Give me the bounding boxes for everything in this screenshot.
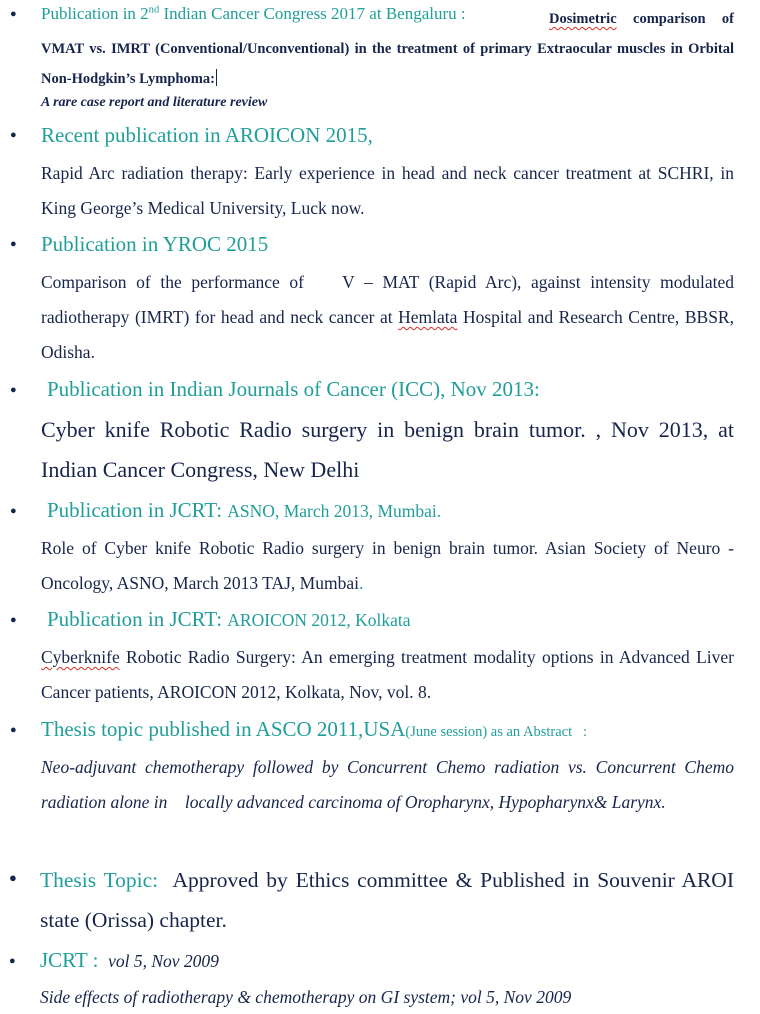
item-8-body-text: Approved by Ethics committee & Published in Souvenir AROI state (Orissa) chapter. xyxy=(40,868,740,932)
spellcheck-word-dosimetric: Dosimetric xyxy=(549,11,617,27)
text-cursor xyxy=(216,69,217,86)
item-5-body-dot: . xyxy=(358,573,364,593)
heading-9-detail: vol 5, Nov 2009 xyxy=(103,951,219,971)
item-6-body xyxy=(41,640,734,710)
item-3-body-pre: Comparison of the performance of V – MAT (Rapid Arc), against intensity modulated radiotherapy (IMRT) for head and neck cancer at xyxy=(41,272,739,327)
item-4-body: Cyber knife Robotic Radio surgery in benign brain tumor. , Nov 2013, at Indian Cancer Congress, New Delhi xyxy=(41,417,734,482)
item-2-body: Rapid Arc radiation therapy: Early experience in head and neck cancer treatment at SCHRI, in King George’s Medical University, Luck now. xyxy=(41,163,734,218)
bullet-5: ● xyxy=(10,505,17,517)
bullet-9: ● xyxy=(9,955,16,967)
heading-1-superscript: nd xyxy=(148,4,160,16)
heading-5-detail: ASNO, March 2013, Mumbai. xyxy=(227,501,442,521)
item-3-body xyxy=(41,265,739,370)
item-6-body-text: Robotic Radio Surgery: An emerging treatment modality options in Advanced Liver Cancer patients, AROICON 2012, Kolkata, Nov, vol. 8. xyxy=(41,647,734,702)
heading-1-pre: Publication in 2 xyxy=(41,4,149,23)
bullet-8: ● xyxy=(9,870,17,885)
heading-7-main: Thesis topic published in ASCO 2011,USA xyxy=(41,717,406,741)
item-1-subtitle: A rare case report and literature review xyxy=(41,95,268,110)
bullet-2: ● xyxy=(10,129,17,141)
bullet-7: ● xyxy=(10,724,17,736)
heading-1-post: Indian Cancer Congress 2017 at Bengaluru : xyxy=(159,4,466,23)
heading-6-detail: AROICON 2012, Kolkata xyxy=(227,610,411,630)
heading-3: Publication in YROC 2015 xyxy=(41,232,269,256)
item-9-body: Side effects of radiotherapy & chemotherapy on GI system; vol 5, Nov 2009 xyxy=(40,987,572,1007)
item-3-body-post: Hospital and Research Centre, BBSR, Odisha. xyxy=(41,307,734,362)
heading-9-main: JCRT : xyxy=(40,948,104,972)
spellcheck-word-cyberknife: Cyberknife xyxy=(41,647,120,667)
bullet-1: ● xyxy=(10,8,17,20)
item-7-body xyxy=(41,750,756,820)
bullet-4: ● xyxy=(10,384,17,396)
bullet-6: ● xyxy=(10,614,17,626)
heading-8-main: Thesis Topic: xyxy=(40,868,159,892)
heading-5-main: Publication in JCRT: xyxy=(47,498,228,522)
heading-6-main: Publication in JCRT: xyxy=(47,607,228,631)
item-5-body-text: Role of Cyber knife Robotic Radio surgery in benign brain tumor. Asian Society of Neuro -Oncology, ASNO, March 2013 TAJ, Mumbai xyxy=(41,538,734,593)
heading-5 xyxy=(47,498,734,523)
heading-7-detail: (June session) as an Abstract : xyxy=(405,724,588,740)
heading-2: Recent publication in AROICON 2015, xyxy=(41,123,373,147)
bullet-3: ● xyxy=(10,238,17,250)
heading-4: Publication in Indian Journals of Cancer (ICC), Nov 2013: xyxy=(47,377,540,401)
item-1-body xyxy=(41,4,734,94)
heading-6 xyxy=(47,607,734,632)
item-5-body xyxy=(41,531,734,601)
heading-7 xyxy=(41,717,734,744)
item-8-body xyxy=(40,860,740,940)
spellcheck-word-hemlata: Hemlata xyxy=(398,307,458,327)
item-7-body-text: Neo-adjuvant chemotherapy followed by Concurrent Chemo radiation vs. Concurrent Chemo radiation alone in locally advanced carcinoma of Oropharynx, Hypopharynx& Larynx. xyxy=(41,757,756,812)
heading-9 xyxy=(40,948,734,973)
item-1-body-text: comparison of VMAT vs. IMRT (Conventional/Unconventional) in the treatment of primary Extraocular muscles in Orbital Non-Hodgkin’s Lymphoma: xyxy=(41,11,734,87)
